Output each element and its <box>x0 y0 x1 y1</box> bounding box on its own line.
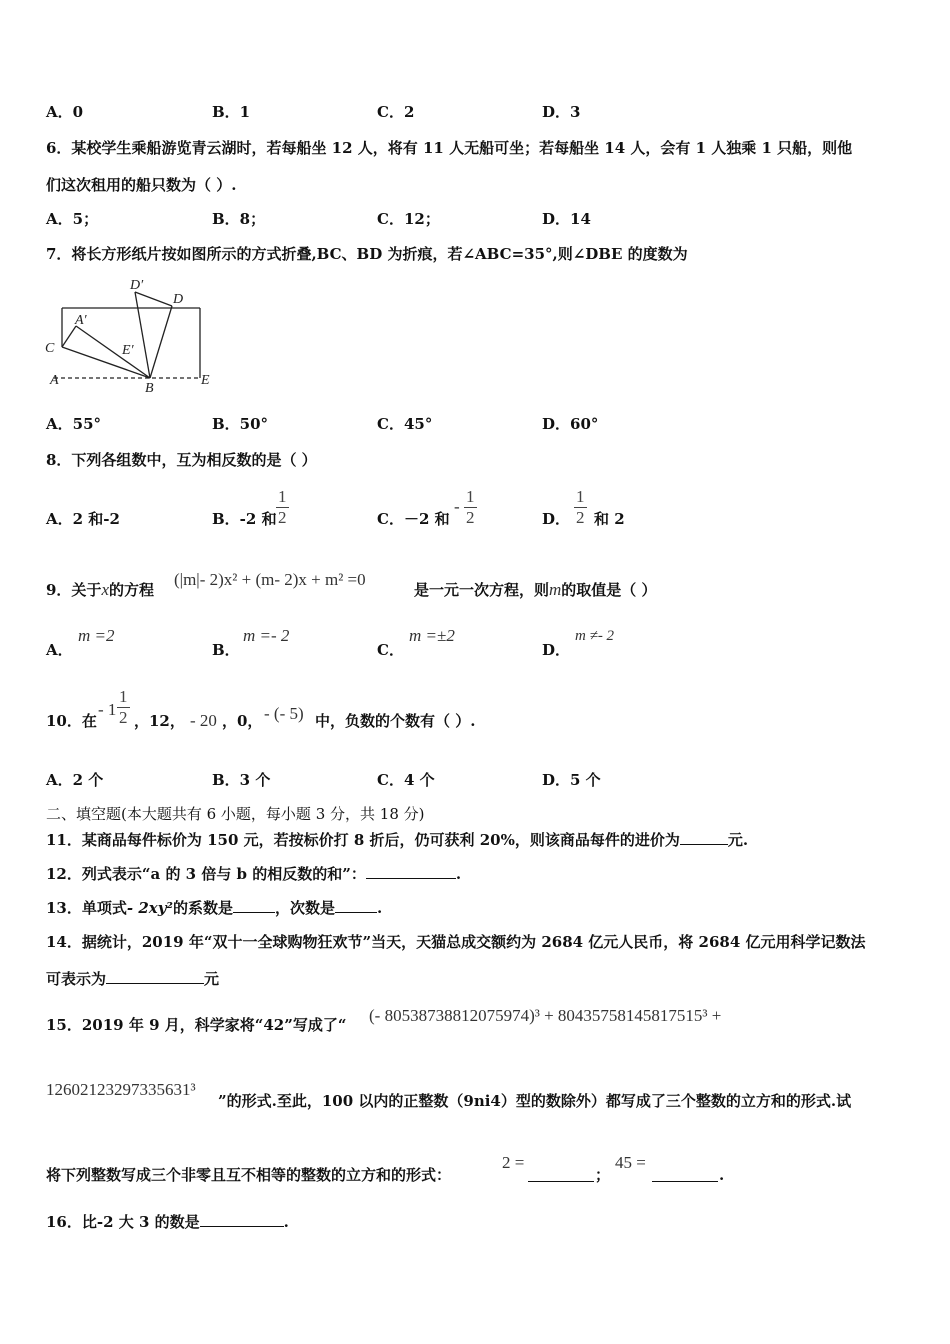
q15-sep: ； <box>595 1166 611 1184</box>
q8-option-a: A．2 和-2 <box>46 510 120 528</box>
q8-text: 8．下列各组数中，互为相反数的是（ ） <box>46 451 317 469</box>
label-d: D <box>173 292 184 307</box>
q13-mid2: ，次数是 <box>275 899 336 917</box>
q5-option-c: C．2 <box>377 103 415 121</box>
q15-eq1-blank[interactable] <box>528 1167 594 1182</box>
q5-option-d: D．3 <box>542 103 581 121</box>
q14-answer-blank[interactable] <box>106 969 204 984</box>
q8-option-d-suffix: 和 2 <box>594 510 625 528</box>
edge-dprime-d <box>135 292 172 306</box>
q9-mid: 的方程 <box>108 581 154 599</box>
label-b: B <box>145 381 154 396</box>
q9-suffix1: 是一元一次方程，则 <box>414 581 550 599</box>
q9-option-d-label: D． <box>542 641 571 659</box>
q15-eq2: 45 = <box>615 1153 646 1172</box>
q7-option-d: D．60° <box>542 415 599 433</box>
crease-bc <box>62 347 150 378</box>
q14-line1: 14．据统计，2019 年“双十一全球购物狂欢节”当天，天猫总成交额约为 2684 亿元人民币，将 2684 亿元用科学记数法 <box>46 933 866 951</box>
q9-option-c-label: C． <box>377 641 404 659</box>
q9-option-a-label: A． <box>46 641 73 659</box>
label-e-prime: E′ <box>122 343 134 358</box>
q8-option-c: C．－2 和 <box>377 510 450 528</box>
q8-option-b: B．-2 和 <box>212 510 277 528</box>
q9-equation: (|m|- 2)x² + (m- 2)x + m² =0 <box>174 570 366 589</box>
q14-line2-text: 可表示为 <box>46 970 107 988</box>
q9-line <box>46 580 154 600</box>
q12-text: 12．列式表示“a 的 3 倍与 b 的相反数的和”： <box>46 865 366 883</box>
q16-text: 16．比-2 大 3 的数是 <box>46 1213 200 1231</box>
label-a-prime: A′ <box>75 313 87 328</box>
q12-answer-blank[interactable] <box>366 864 456 879</box>
q9-var-x: x <box>101 580 109 599</box>
q10-mixed-fraction <box>117 687 130 728</box>
q13-monomial: - 2xy² <box>126 899 173 917</box>
label-e: E <box>201 373 210 388</box>
q9-option-b-math: m =- 2 <box>243 626 290 645</box>
label-a: A <box>50 373 59 388</box>
q7-text: 7．将长方形纸片按如图所示的方式折叠,BC、BD 为折痕，若∠ABC=35°,则∠DBE 的度数为 <box>46 245 688 263</box>
q16-line <box>46 1212 289 1232</box>
frac-num: 1 <box>278 487 287 506</box>
q10-option-b: B．3 个 <box>212 771 271 789</box>
frac-num: 1 <box>119 687 128 706</box>
q5-option-a: A．0 <box>46 103 84 121</box>
q9-suffix-line <box>414 580 657 600</box>
fold-figure <box>40 274 230 398</box>
label-d-prime: D′ <box>130 278 144 293</box>
q11-unit: 元. <box>727 831 749 849</box>
frac-den: 2 <box>576 508 585 527</box>
q9-option-d-math: m ≠- 2 <box>575 628 615 644</box>
q13-line <box>46 898 382 918</box>
q10-option-c: C．4 个 <box>377 771 435 789</box>
q14-line2 <box>46 969 219 989</box>
q6-option-b: B．8； <box>212 210 266 228</box>
section2-heading: 二、填空题(本大题共有 6 小题，每小题 3 分，共 18 分) <box>46 805 425 823</box>
q15-expr1: (- 80538738812075974)³ + 80435758145817515³ + <box>369 1006 722 1025</box>
q13-prefix: 13．单项式 <box>46 899 127 917</box>
q11-text: 11．某商品每件标价为 150 元，若按标价打 8 折后，仍可获利 20%，则该商品每件的进价为 <box>46 831 680 849</box>
q7-option-a: A．55° <box>46 415 102 433</box>
q15-expr2: 12602123297335631³ <box>46 1080 196 1099</box>
frac-num: 1 <box>576 487 585 506</box>
q11-answer-blank[interactable] <box>680 830 728 845</box>
q8-c-fraction <box>464 487 477 528</box>
q8-d-fraction <box>574 487 587 528</box>
q10-mixed-whole: - 1 <box>98 700 117 719</box>
q6-option-a: A．5； <box>46 210 99 228</box>
q10-num3: - (- 5) <box>264 704 304 723</box>
q15-line2: ”的形式.至此，100 以内的正整数（9ni4）型的数除外）都写成了三个整数的立方和的形式.试 <box>218 1092 852 1110</box>
q15-eq1: 2 = <box>502 1153 525 1172</box>
q9-var-m: m <box>549 580 562 599</box>
q10-num2: - 20 <box>190 711 217 730</box>
q6-option-d: D．14 <box>542 210 591 228</box>
q10-option-a: A．2 个 <box>46 771 104 789</box>
q6-line2: 们这次租用的船只数为（ ）. <box>46 176 237 194</box>
q15-end: . <box>719 1166 725 1184</box>
q14-unit: 元 <box>204 970 220 988</box>
edge-bd-prime <box>135 292 150 378</box>
q7-option-c: C．45° <box>377 415 433 433</box>
q13-end: . <box>377 899 383 917</box>
q6-option-c: C．12； <box>377 210 440 228</box>
q13-degree-blank[interactable] <box>335 898 377 913</box>
label-c: C <box>45 341 55 356</box>
q9-option-c-math: m =±2 <box>409 626 455 645</box>
q15-eq2-blank[interactable] <box>652 1167 718 1182</box>
q16-answer-blank[interactable] <box>200 1212 284 1227</box>
q10-sep1: ，12， <box>134 712 185 730</box>
edge-ca <box>62 326 76 347</box>
frac-den: 2 <box>119 708 128 727</box>
q5-option-b: B．1 <box>212 103 251 121</box>
q10-option-d: D．5 个 <box>542 771 601 789</box>
q6-line1: 6．某校学生乘船游览青云湖时，若每船坐 12 人，将有 11 人无船可坐；若每船坐 14 人，会有 1 人独乘 1 只船，则他 <box>46 139 853 157</box>
q15-prefix: 15．2019 年 9 月，科学家将“42”写成了“ <box>46 1016 347 1034</box>
q8-c-minus: - <box>454 497 460 516</box>
q16-end: . <box>283 1213 289 1231</box>
frac-den: 2 <box>466 508 475 527</box>
q8-b-fraction <box>276 487 289 528</box>
q9-suffix2: 的取值是（ ） <box>561 581 657 599</box>
frac-num: 1 <box>466 487 475 506</box>
q15-line3: 将下列整数写成三个非零且互不相等的整数的立方和的形式： <box>46 1166 452 1184</box>
edge-ab <box>76 326 150 378</box>
q9-option-a-math: m =2 <box>78 626 115 645</box>
q12-line <box>46 864 461 884</box>
q8-option-d-prefix: D． <box>542 510 571 528</box>
q10-prefix: 10．在 <box>46 712 97 730</box>
q10-sep2: ，0， <box>222 712 263 730</box>
q11-line <box>46 830 748 850</box>
q9-prefix: 9．关于 <box>46 581 102 599</box>
q13-coefficient-blank[interactable] <box>233 898 275 913</box>
q13-mid: 的系数是 <box>173 899 234 917</box>
q7-option-b: B．50° <box>212 415 269 433</box>
q10-suffix: 中，负数的个数有（ ）. <box>315 712 476 730</box>
q12-end: . <box>455 865 462 883</box>
frac-den: 2 <box>278 508 287 527</box>
q9-option-b-label: B． <box>212 641 240 659</box>
crease-bd <box>150 306 172 378</box>
